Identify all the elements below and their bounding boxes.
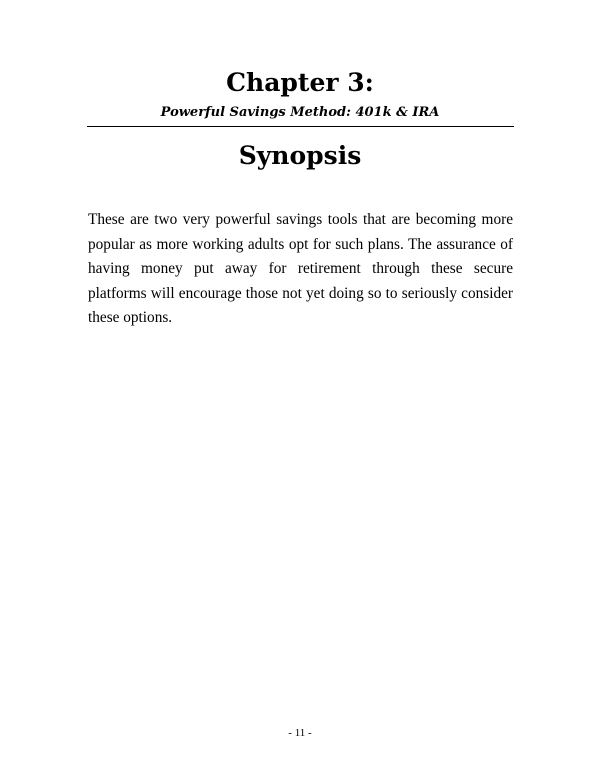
- synopsis-paragraph: These are two very powerful savings tools that are becoming more popular as more working adults opt for such plans. The assurance of having money put away for retirement through these secure platforms will encourage those not yet doing so to seriously consider these options.: [88, 211, 513, 326]
- chapter-title: Chapter 3:: [226, 68, 374, 97]
- section-heading: Synopsis: [238, 141, 362, 170]
- title-divider: [87, 126, 514, 127]
- page-number: - 11 -: [288, 727, 312, 739]
- chapter-subtitle: Powerful Savings Method: 401k & IRA: [160, 105, 440, 120]
